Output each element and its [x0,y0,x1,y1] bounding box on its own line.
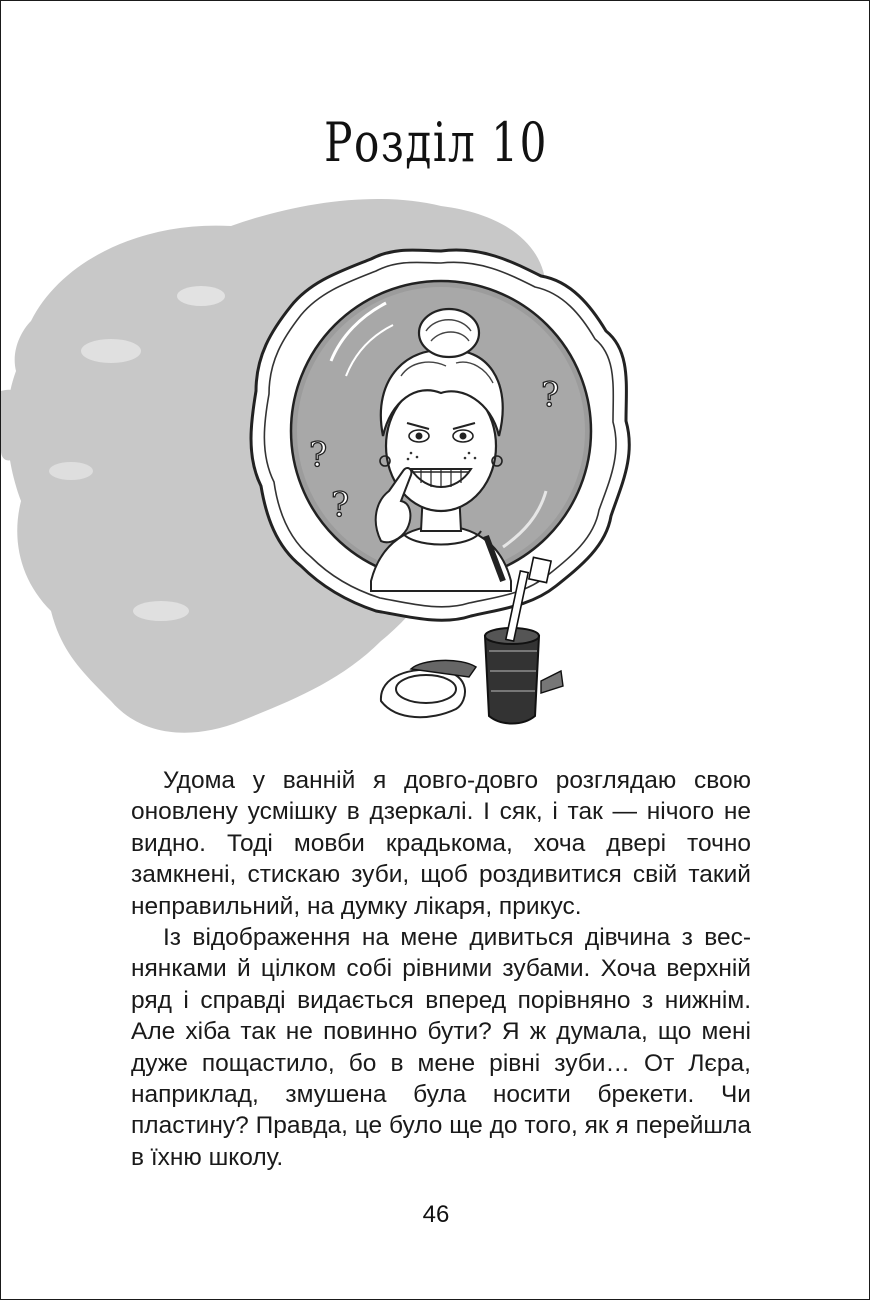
page-number: 46 [422,1201,450,1228]
mirror-illustration [1,181,870,741]
soap-dish [381,660,476,717]
question-mark-icon: ? [541,375,560,415]
paragraph: Із відображення на мене дивиться дівчина з веснянками й цілком собі рівними зубами. Хоча верхній ряд і справді видається вперед порівняно з нижнім. Але хіба так не повинно бути? Я ж думала, що мені дуже пощастило, бо в мене рівні зуби… От Лєра, наприклад, змушена була носити брекети. Чи пластину? Правда, це було ще до того, як я перейшла в їхню школу. [131,924,751,1171]
chapter-title: Розділ 10 [324,111,548,174]
chapter-text [131,765,751,1173]
question-mark-icon: ? [331,485,350,525]
paragraph: Удома у ванній я довго-довго розглядаю свою оновлену усмішку в дзеркалі. І сяк, і так — нічого не видно. Тоді мовби крадькома, хоча двері точно замкнені, стискаю зуби, щоб роздивитися свій такий неправильний, на думку лікаря, прикус. [131,767,751,920]
question-mark-icon: ? [309,435,328,475]
